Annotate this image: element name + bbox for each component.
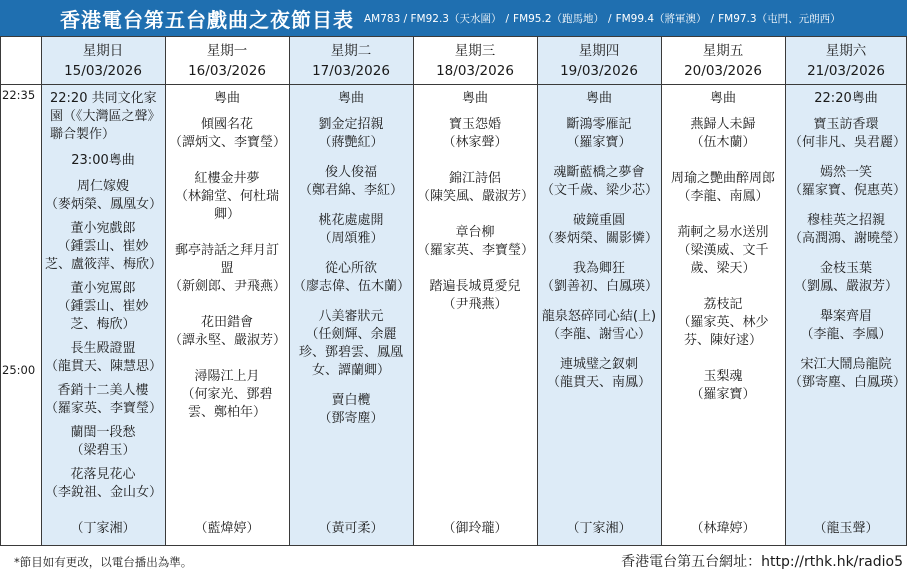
program-name: 董小宛戲郎 bbox=[70, 221, 136, 236]
program-name: 燕歸人未歸 bbox=[690, 117, 756, 132]
program-name: 荊軻之易水送別 bbox=[677, 225, 769, 240]
program-name: 賣白欖 bbox=[331, 393, 371, 408]
program-item bbox=[665, 368, 781, 404]
program-cast: （梁漢威、文千歲、梁天） bbox=[677, 243, 769, 276]
header-bar bbox=[0, 0, 907, 36]
program-name: 破鏡重圓 bbox=[572, 213, 625, 228]
footer-note: *節目如有更改，以電台播出為準。 bbox=[14, 555, 193, 569]
program-name: 舉案齊眉 bbox=[819, 309, 872, 324]
program-name: 我為卿狂 bbox=[572, 261, 625, 276]
date: 20/03/2026 bbox=[684, 63, 762, 79]
program-item bbox=[45, 466, 161, 502]
program-item bbox=[45, 220, 161, 274]
schedule-grid bbox=[0, 36, 907, 546]
program-item bbox=[789, 356, 907, 392]
program-item bbox=[665, 116, 781, 152]
program-name: 周瑜之艷曲醉周郎 bbox=[670, 171, 775, 186]
program-name: 潯陽江上月 bbox=[194, 369, 260, 384]
program-name: 從心所欲 bbox=[324, 261, 377, 276]
program-cast: （林錦堂、何杜瑞卿） bbox=[174, 189, 279, 222]
program-cast: （羅家英、林少芬、陳好逑） bbox=[677, 315, 769, 348]
date: 18/03/2026 bbox=[436, 63, 514, 79]
program-name: 斷鴻零雁記 bbox=[566, 117, 632, 132]
program-name: 香銷十二美人樓 bbox=[57, 383, 149, 398]
time-mid: 25:00 bbox=[2, 363, 36, 377]
program-name: 連城璧之釵刺 bbox=[559, 357, 638, 372]
program-name: 魂斷藍橋之夢會 bbox=[553, 165, 645, 180]
category-label: 23:00粵曲 bbox=[71, 153, 135, 168]
weekday: 星期三 bbox=[454, 43, 496, 59]
program-item bbox=[293, 164, 409, 200]
program-name: 八美審狀元 bbox=[318, 309, 384, 324]
program-name: 寶玉怨婚 bbox=[448, 117, 501, 132]
program-cast: （鍾雲山、崔妙芝、梅欣） bbox=[57, 299, 149, 332]
frequency-item: AM783 / FM92.3（天水圍） bbox=[364, 12, 502, 25]
day-header bbox=[165, 36, 289, 84]
frequency-item: FM95.2（跑馬地） bbox=[513, 12, 605, 25]
program-name: 劉金定招親 bbox=[318, 117, 384, 132]
program-name: 金枝玉葉 bbox=[819, 261, 872, 276]
weekday: 星期四 bbox=[578, 43, 620, 59]
program-item bbox=[293, 392, 409, 428]
program-cast: （鍾雲山、崔妙芝、盧筱萍、梅欣） bbox=[45, 239, 163, 272]
program-item bbox=[293, 116, 409, 152]
time-start: 22:35 bbox=[2, 88, 36, 102]
program-name: 嫣然一笑 bbox=[819, 165, 872, 180]
program-item bbox=[541, 260, 657, 296]
program-cast: （陳笑風、嚴淑芳） bbox=[417, 189, 535, 204]
program-item bbox=[45, 340, 161, 376]
program-name: 荔枝記 bbox=[703, 297, 743, 312]
day-header bbox=[413, 36, 537, 84]
date: 15/03/2026 bbox=[64, 63, 142, 79]
host-name: （龍玉聲） bbox=[813, 521, 879, 536]
program-cast: （羅家寶） bbox=[690, 387, 756, 402]
program-name: 郵亭詩話之拜月訂盟 bbox=[174, 243, 279, 276]
program-name: 寶玉訪香環 bbox=[813, 117, 879, 132]
program-item bbox=[789, 212, 907, 248]
program-item bbox=[665, 170, 781, 206]
program-name: 玉梨魂 bbox=[703, 369, 743, 384]
day-header bbox=[41, 36, 165, 84]
opening-program: 22:20 共同文化家園（《大灣區之聲》聯合製作） bbox=[50, 91, 157, 142]
program-item bbox=[541, 116, 657, 152]
weekday: 星期五 bbox=[702, 43, 744, 59]
category-label: 22:20粵曲 bbox=[814, 91, 878, 106]
weekday: 星期二 bbox=[330, 43, 372, 59]
program-cast: （麥炳榮、鳳凰女） bbox=[45, 197, 163, 212]
category-label: 粵曲 bbox=[337, 91, 364, 106]
weekday: 星期日 bbox=[82, 43, 124, 59]
program-cast: （劉善初、白鳳瑛） bbox=[541, 279, 659, 294]
program-cast: （新劍郎、尹飛燕） bbox=[169, 279, 287, 294]
date: 16/03/2026 bbox=[188, 63, 266, 79]
program-cast: （文千歲、梁少芯） bbox=[541, 183, 659, 198]
weekday: 星期六 bbox=[825, 43, 867, 59]
program-cast: （李銳祖、金山女） bbox=[45, 485, 163, 500]
program-item bbox=[293, 260, 409, 296]
program-name: 周仁嫁嫂 bbox=[76, 179, 129, 194]
program-cast: （梁碧玉） bbox=[70, 443, 136, 458]
program-cast: （蔣艷紅） bbox=[318, 135, 384, 150]
program-cast: （高潤鴻、謝曉瑩） bbox=[789, 231, 907, 246]
program-name: 龍泉怒碎同心結(上) bbox=[541, 309, 657, 324]
program-item bbox=[293, 308, 409, 380]
program-item bbox=[541, 356, 657, 392]
day-column bbox=[537, 85, 661, 546]
program-item bbox=[169, 242, 285, 296]
program-cast: （羅家寶） bbox=[566, 135, 632, 150]
program-cast: （譚永堅、嚴淑芳） bbox=[169, 333, 287, 348]
host-name: （丁家湘） bbox=[70, 521, 136, 536]
program-name: 宋江大鬧烏龍院 bbox=[800, 357, 892, 372]
date: 19/03/2026 bbox=[560, 63, 638, 79]
program-name: 紅樓金井夢 bbox=[194, 171, 260, 186]
program-name: 長生殿證盟 bbox=[70, 341, 136, 356]
program-item bbox=[665, 296, 781, 350]
program-cast: （何非凡、吳君麗） bbox=[789, 135, 907, 150]
program-item bbox=[45, 382, 161, 418]
day-header bbox=[289, 36, 413, 84]
host-name: （藍煒婷） bbox=[194, 521, 260, 536]
program-cast: （麥炳榮、關影憐） bbox=[541, 231, 659, 246]
frequency-item: FM99.4（將軍澳） bbox=[615, 12, 707, 25]
host-name: （林瑋婷） bbox=[690, 521, 756, 536]
program-cast: （劉鳳、嚴淑芳） bbox=[793, 279, 898, 294]
category-label: 粵曲 bbox=[585, 91, 612, 106]
program-cast: （羅家英、李寶瑩） bbox=[417, 243, 535, 258]
program-name: 傾國名花 bbox=[200, 117, 253, 132]
program-name: 踏遍長城覓愛兒 bbox=[429, 279, 521, 294]
day-column bbox=[785, 85, 907, 546]
program-name: 花落見花心 bbox=[70, 467, 136, 482]
program-name: 花田錯會 bbox=[200, 315, 253, 330]
date: 17/03/2026 bbox=[312, 63, 390, 79]
program-item bbox=[45, 280, 161, 334]
day-column bbox=[41, 85, 165, 546]
program-item bbox=[541, 308, 657, 344]
program-cast: （尹飛燕） bbox=[442, 297, 508, 312]
program-item bbox=[541, 164, 657, 200]
program-item bbox=[789, 116, 907, 152]
day-header bbox=[537, 36, 661, 84]
program-name: 穆桂英之招親 bbox=[806, 213, 885, 228]
host-name: （丁家湘） bbox=[566, 521, 632, 536]
program-item bbox=[45, 178, 161, 214]
program-cast: （周頌雅） bbox=[318, 231, 384, 246]
day-header bbox=[785, 36, 907, 84]
category-label: 粵曲 bbox=[213, 91, 240, 106]
host-name: （御玲瓏） bbox=[442, 521, 508, 536]
day-column bbox=[165, 85, 289, 546]
program-item bbox=[169, 170, 285, 224]
program-cast: （鄧寄塵、白鳳瑛） bbox=[789, 375, 907, 390]
program-item bbox=[789, 260, 903, 296]
program-item bbox=[665, 224, 781, 278]
program-cast: （何家光、鄧碧雲、鄭柏年） bbox=[181, 387, 273, 420]
program-cast: （李龍、李鳳） bbox=[800, 327, 892, 342]
program-cast: （鄧寄塵） bbox=[318, 411, 384, 426]
program-cast: （伍木蘭） bbox=[690, 135, 756, 150]
day-column bbox=[413, 85, 537, 546]
program-cast: （羅家英、李寶瑩） bbox=[45, 401, 163, 416]
program-item bbox=[417, 278, 533, 314]
day-header bbox=[661, 36, 785, 84]
day-column bbox=[661, 85, 785, 546]
day-column bbox=[289, 85, 413, 546]
program-item bbox=[45, 424, 161, 460]
program-cast: （譚炳文、李寶瑩） bbox=[169, 135, 287, 150]
page-title: 香港電台第五台戲曲之夜節目表 bbox=[60, 7, 354, 32]
date: 21/03/2026 bbox=[807, 63, 885, 79]
program-cast: （李龍、謝雪心） bbox=[546, 327, 651, 342]
program-cast: （鄭君綿、李紅） bbox=[298, 183, 403, 198]
program-item bbox=[417, 116, 533, 152]
program-name: 董小宛罵郎 bbox=[70, 281, 136, 296]
program-item bbox=[169, 368, 285, 422]
program-name: 桃花處處開 bbox=[318, 213, 384, 228]
program-item bbox=[417, 170, 533, 206]
host-name: （黃可柔） bbox=[318, 521, 384, 536]
program-item bbox=[541, 212, 657, 248]
program-name: 蘭閨一段愁 bbox=[70, 425, 136, 440]
program-item bbox=[169, 314, 285, 350]
time-column bbox=[0, 36, 41, 546]
program-cast: （羅家寶、倪惠英） bbox=[789, 183, 907, 198]
program-item bbox=[417, 224, 533, 260]
category-label: 粵曲 bbox=[709, 91, 736, 106]
footer bbox=[0, 546, 907, 576]
weekday: 星期一 bbox=[206, 43, 248, 59]
frequency-list: AM783 / FM92.3（天水圍） / FM95.2（跑馬地） / FM99.4（將軍澳） / FM97.3（屯門、元朗西） bbox=[364, 12, 841, 25]
program-cast: （任劍輝、余麗珍、鄧碧雲、鳳凰女、譚蘭卿） bbox=[298, 327, 403, 378]
program-item bbox=[789, 308, 903, 344]
program-cast: （龍貫天、南鳳） bbox=[546, 375, 651, 390]
program-name: 章台柳 bbox=[455, 225, 495, 240]
website-link[interactable]: 香港電台第五台網址：http://rthk.hk/radio5 bbox=[621, 554, 903, 570]
program-cast: （林家聲） bbox=[442, 135, 508, 150]
program-cast: （李龍、南鳳） bbox=[677, 189, 769, 204]
program-item bbox=[789, 164, 907, 200]
program-item bbox=[169, 116, 285, 152]
program-cast: （廖志偉、伍木蘭） bbox=[293, 279, 411, 294]
program-cast: （龍貫天、陳慧思） bbox=[45, 359, 163, 374]
program-name: 錦江詩侶 bbox=[448, 171, 501, 186]
category-label: 粵曲 bbox=[461, 91, 488, 106]
program-name: 俊人俊福 bbox=[324, 165, 377, 180]
program-item bbox=[293, 212, 409, 248]
frequency-item: FM97.3（屯門、元朗西） bbox=[718, 12, 841, 25]
